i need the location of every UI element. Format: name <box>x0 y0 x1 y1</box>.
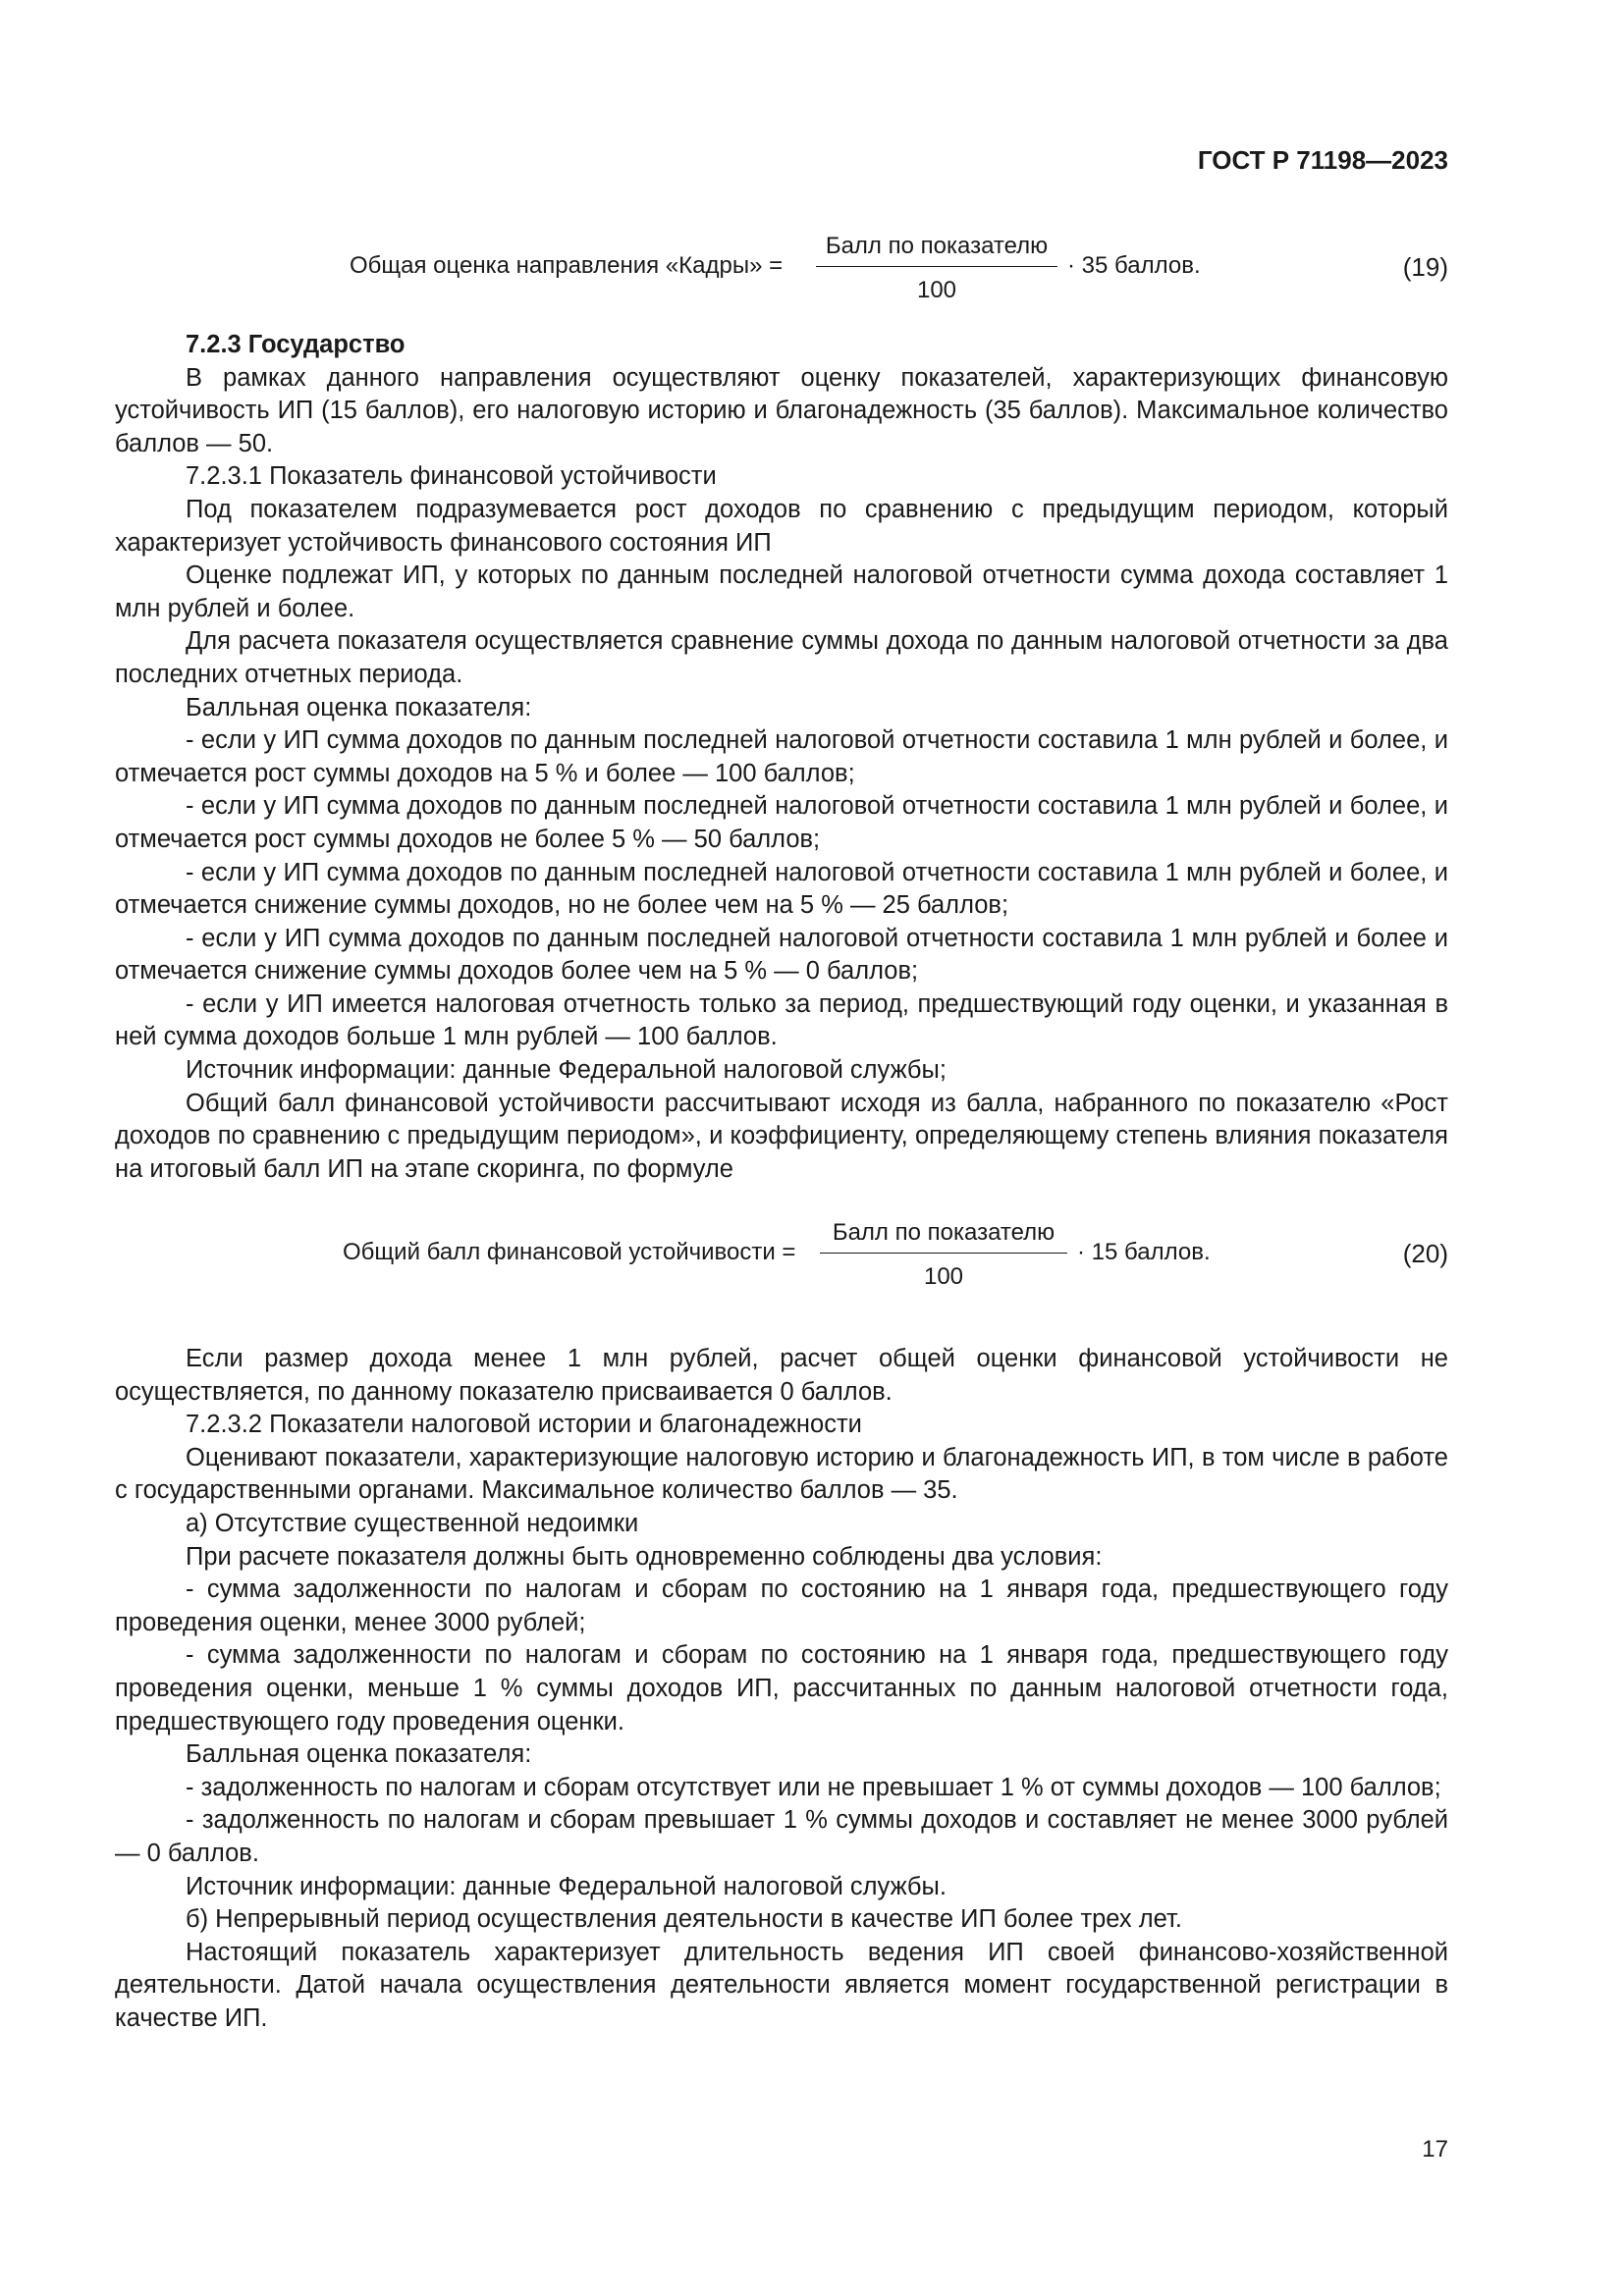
list-item: - задолженность по налогам и сборам отсутствует или не превышает 1 % от суммы доходов — 100 баллов; <box>186 1773 1441 1801</box>
document-code-header: ГОСТ Р 71198—2023 <box>1197 145 1448 175</box>
page-number: 17 <box>1422 2136 1448 2163</box>
paragraph: Общий балл финансовой устойчивости рассчитывают исходя из балла, набранного по показателю «Рост доходов по сравнению с предыдущим периодом», и коэффициенту, определяющему степень влияния показателя на итоговый балл ИП на этапе скоринга, по формуле <box>115 1089 1448 1183</box>
list-item: - если у ИП имеется налоговая отчетность только за период, предшествующий году оценки, и указанная в ней сумма доходов больше 1 млн рублей — 100 баллов. <box>115 989 1448 1051</box>
list-item: - если у ИП сумма доходов по данным последней налоговой отчетности составила 1 млн рублей и более, и отмечается рост суммы доходов не более 5 % — 50 баллов; <box>115 792 1448 853</box>
formula-19 <box>115 233 1448 321</box>
formula-19-denominator: 100 <box>916 277 957 303</box>
paragraph: Настоящий показатель характеризует длительность ведения ИП своей финансово-хозяйственной деятельности. Датой начала осуществления деятельности является момент государственной регистрации в качестве ИП. <box>115 1938 1448 2032</box>
list-item: - сумма задолженности по налогам и сборам по состоянию на 1 января года, предшествующего году проведения оценки, меньше 1 % суммы доходов ИП, рассчитанных по данным налоговой отчетности года, предшествующего году проведения оценки. <box>115 1641 1448 1735</box>
paragraph: Источник информации: данные Федеральной налоговой службы. <box>186 1872 947 1900</box>
formula-19-lhs: Общая оценка направления «Кадры» = <box>350 252 784 279</box>
list-item: - сумма задолженности по налогам и сборам по состоянию на 1 января года, предшествующего году проведения оценки, менее 3000 рублей; <box>115 1575 1448 1636</box>
paragraph: Оценке подлежат ИП, у которых по данным последней налоговой отчетности сумма дохода составляет 1 млн рублей и более. <box>115 561 1448 622</box>
list-item: - если у ИП сумма доходов по данным последней налоговой отчетности составила 1 млн рублей и более, и отмечается снижение суммы доходов, но не более чем на 5 % — 25 баллов; <box>115 858 1448 920</box>
list-item: - если у ИП сумма доходов по данным последней налоговой отчетности составила 1 млн рублей и более, и отмечается рост суммы доходов на 5 % и более — 100 баллов; <box>115 726 1448 787</box>
section-heading: 7.2.3 Государство <box>186 331 406 358</box>
formula-19-numerator: Балл по показателю <box>825 233 1049 259</box>
list-item: - если у ИП сумма доходов по данным последней налоговой отчетности составила 1 млн рублей и более и отмечается снижение суммы доходов более чем на 5 % — 0 баллов; <box>115 924 1448 986</box>
paragraph: Балльная оценка показателя: <box>186 693 532 721</box>
formula-20-lhs: Общий балл финансовой устойчивости = <box>343 1239 796 1265</box>
paragraph: При расчете показателя должны быть одновременно соблюдены два условия: <box>186 1542 1103 1571</box>
paragraph: Под показателем подразумевается рост доходов по сравнению с предыдущим периодом, который характеризует устойчивость финансового состояния ИП <box>115 495 1448 557</box>
paragraph: Балльная оценка показателя: <box>186 1740 532 1769</box>
formula-20-rhs: · 15 баллов. <box>1077 1239 1211 1265</box>
formula-20-denominator: 100 <box>923 1263 964 1290</box>
paragraph: Для расчета показателя осуществляется сравнение суммы дохода по данным налоговой отчетности за два последних отчетных периода. <box>115 627 1448 688</box>
section-7-2-3-continued-text <box>115 1343 1448 2035</box>
paragraph: В рамках данного направления осуществляют оценку показателей, характеризующих финансовую устойчивость ИП (15 баллов), его налоговую историю и благонадежность (35 баллов). Максимальное количество баллов — 50. <box>115 363 1448 457</box>
formula-19-rhs: · 35 баллов. <box>1067 252 1201 279</box>
paragraph: Источник информации: данные Федеральной налоговой службы; <box>186 1056 947 1085</box>
paragraph: Если размер дохода менее 1 млн рублей, расчет общей оценки финансовой устойчивости не осуществляется, по данному показателю присваивается 0 баллов. <box>115 1345 1448 1406</box>
subsection-heading: 7.2.3.2 Показатели налоговой истории и благонадежности <box>186 1411 862 1439</box>
formula-20 <box>115 1219 1448 1308</box>
item-heading: а) Отсутствие существенной недоимки <box>186 1509 639 1537</box>
subsection-heading: 7.2.3.1 Показатель финансовой устойчивости <box>186 462 717 491</box>
formula-20-number: (20) <box>1402 1239 1448 1268</box>
paragraph: Оценивают показатели, характеризующие налоговую историю и благонадежность ИП, в том числе в работе с государственными органами. Максимальное количество баллов — 35. <box>115 1443 1448 1505</box>
item-heading: б) Непрерывный период осуществления деятельности в качестве ИП более трех лет. <box>186 1905 1182 1934</box>
formula-20-numerator: Балл по показателю <box>832 1219 1056 1246</box>
formula-20-fraction <box>820 1219 1067 1291</box>
formula-19-fraction <box>816 233 1057 304</box>
section-7-2-3-text <box>115 329 1448 1186</box>
formula-19-number: (19) <box>1402 252 1448 282</box>
list-item: - задолженность по налогам и сборам превышает 1 % суммы доходов и составляет не менее 3000 рублей — 0 баллов. <box>115 1806 1448 1867</box>
